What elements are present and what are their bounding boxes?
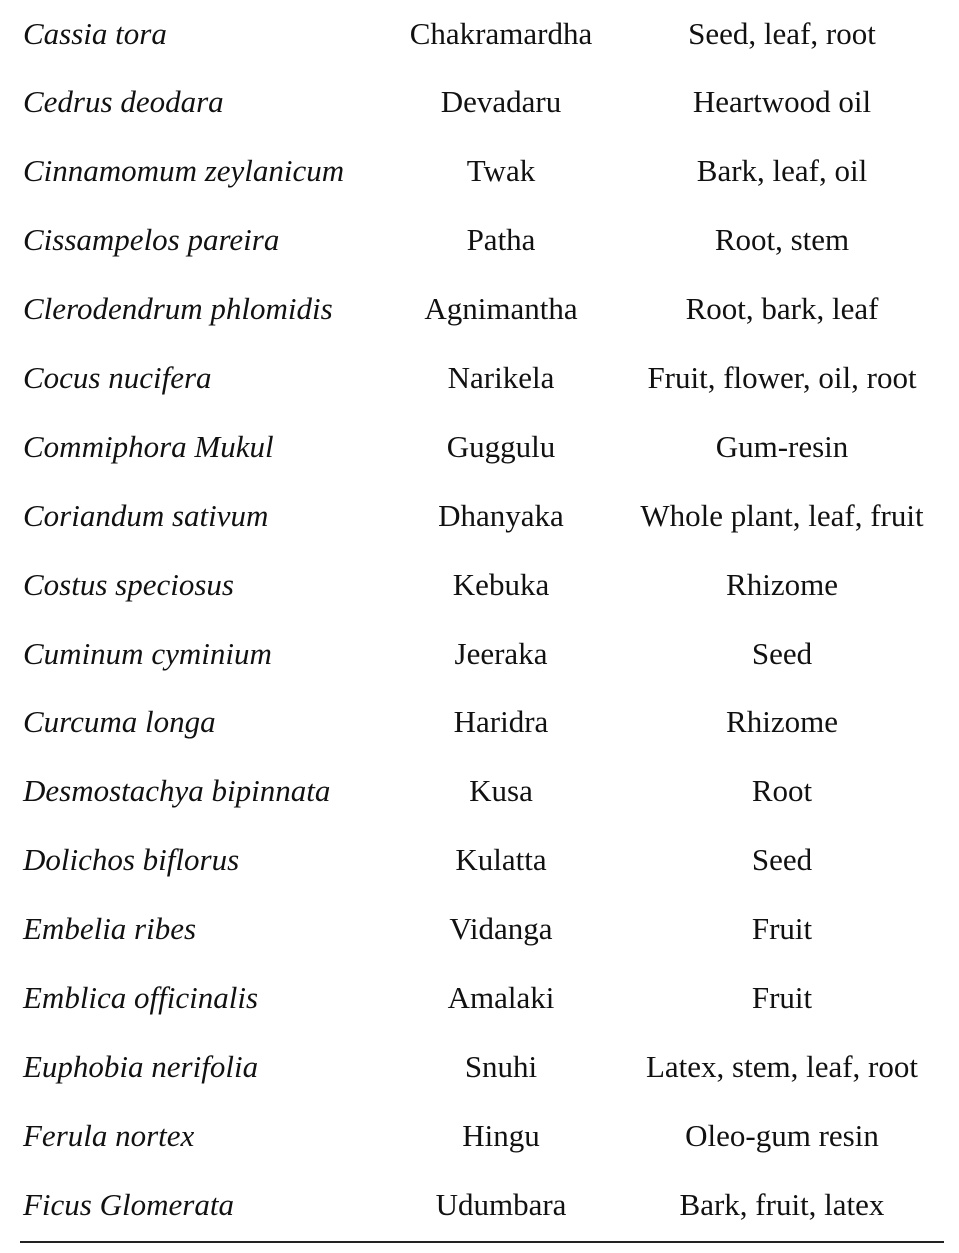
table-row — [0, 137, 959, 206]
botanical-name-cell: Clerodendrum phlomidis — [23, 291, 333, 327]
table-row — [0, 964, 959, 1033]
table-row — [0, 688, 959, 757]
botanical-name-cell: Embelia ribes — [23, 911, 197, 947]
table-row — [0, 0, 959, 68]
sanskrit-name-cell: Kulatta — [455, 842, 547, 878]
sanskrit-name-cell: Kusa — [469, 773, 533, 809]
botanical-name-cell: Cedrus deodara — [23, 84, 224, 120]
sanskrit-name-cell: Devadaru — [440, 84, 562, 120]
botanical-name-cell: Cuminum cyminium — [23, 635, 272, 671]
sanskrit-name-cell: Agnimantha — [424, 291, 578, 327]
sanskrit-name-cell: Patha — [466, 222, 536, 258]
part-used-cell: Oleo-gum resin — [685, 1117, 879, 1153]
table-row — [0, 895, 959, 964]
table-row — [0, 757, 959, 826]
sanskrit-name-cell: Vidanga — [449, 911, 553, 947]
sanskrit-name-cell: Haridra — [453, 704, 549, 740]
part-used-cell: Latex, stem, leaf, root — [645, 1048, 918, 1084]
botanical-name-cell: Costus speciosus — [23, 566, 234, 602]
table-row — [0, 620, 959, 689]
part-used-cell: Seed — [751, 842, 813, 878]
part-used-cell: Bark, fruit, latex — [679, 1186, 885, 1222]
part-used-cell: Gum-resin — [715, 428, 849, 464]
sanskrit-name-cell: Kebuka — [452, 566, 550, 602]
part-used-cell: Root — [751, 773, 813, 809]
table-row — [0, 1102, 959, 1171]
part-used-cell: Fruit — [751, 911, 813, 947]
botanical-name-cell: Cissampelos pareira — [23, 222, 280, 258]
botanical-name-cell: Cinnamomum zeylanicum — [23, 153, 345, 189]
botanical-name-cell: Desmostachya bipinnata — [23, 773, 331, 809]
part-used-cell: Seed — [751, 635, 813, 671]
part-used-cell: Heartwood oil — [692, 84, 872, 120]
sanskrit-name-cell: Udumbara — [435, 1186, 567, 1222]
sanskrit-name-cell: Jeeraka — [454, 635, 548, 671]
part-used-cell: Seed, leaf, root — [688, 15, 876, 51]
part-used-cell: Root, stem — [714, 222, 850, 258]
sanskrit-name-cell: Twak — [466, 153, 536, 189]
sanskrit-name-cell: Guggulu — [446, 428, 556, 464]
botanical-name-cell: Dolichos biflorus — [23, 842, 240, 878]
table-row — [0, 413, 959, 482]
botanical-name-cell: Ferula nortex — [23, 1117, 195, 1153]
botanical-name-cell: Cassia tora — [23, 15, 167, 51]
part-used-cell: Fruit, flower, oil, root — [647, 359, 917, 395]
table-row — [0, 206, 959, 275]
botanical-name-cell: Cocus nucifera — [23, 359, 212, 395]
sanskrit-name-cell: Amalaki — [447, 979, 555, 1015]
botanical-name-cell: Emblica officinalis — [23, 979, 259, 1015]
sanskrit-name-cell: Chakramardha — [409, 15, 593, 51]
table-row — [0, 1033, 959, 1102]
part-used-cell: Rhizome — [726, 566, 838, 602]
table-row — [0, 275, 959, 344]
table-row — [0, 1171, 959, 1240]
table-row — [0, 68, 959, 137]
botanical-name-cell: Ficus Glomerata — [23, 1186, 234, 1222]
sanskrit-name-cell: Snuhi — [464, 1048, 538, 1084]
botanical-name-cell: Euphobia nerifolia — [23, 1048, 259, 1084]
part-used-cell: Fruit — [751, 979, 813, 1015]
table-row — [0, 482, 959, 551]
table-row — [0, 344, 959, 413]
table-row — [0, 551, 959, 620]
botanical-name-cell: Curcuma longa — [23, 704, 216, 740]
table-row — [0, 826, 959, 895]
part-used-cell: Root, bark, leaf — [685, 291, 879, 327]
part-used-cell: Rhizome — [726, 704, 838, 740]
part-used-cell: Whole plant, leaf, fruit — [640, 497, 924, 533]
sanskrit-name-cell: Narikela — [447, 359, 555, 395]
botanical-name-cell: Coriandum sativum — [23, 497, 269, 533]
sanskrit-name-cell: Hingu — [462, 1117, 540, 1153]
sanskrit-name-cell: Dhanyaka — [438, 497, 564, 533]
botanical-name-cell: Commiphora Mukul — [23, 428, 274, 464]
table-bottom-rule — [20, 1241, 944, 1243]
part-used-cell: Bark, leaf, oil — [696, 153, 868, 189]
